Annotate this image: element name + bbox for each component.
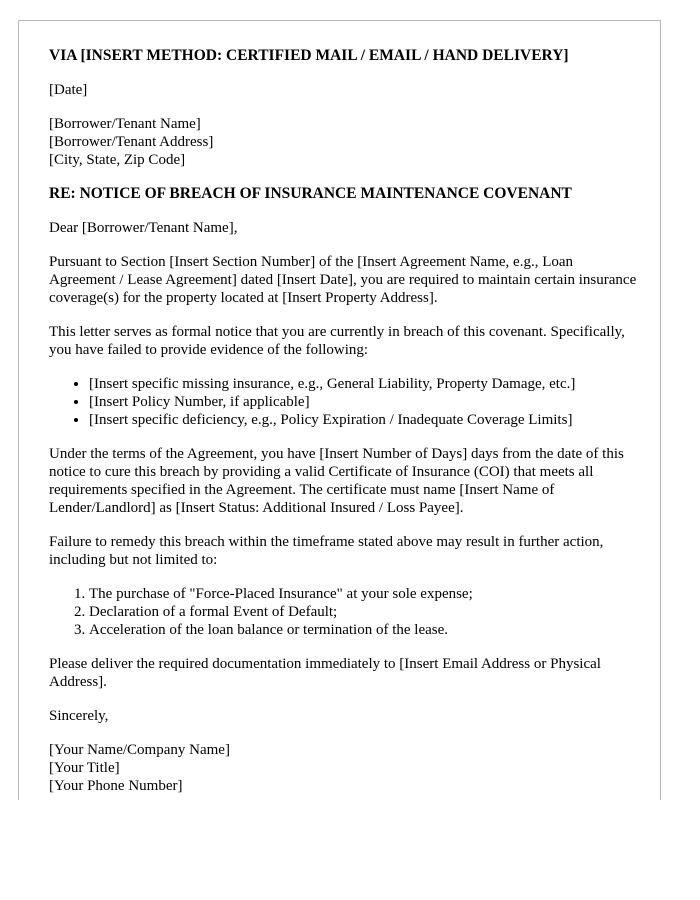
signer-title: [Your Title] [49,760,120,776]
letter-body [49,47,639,811]
list-item: 3. Acceleration of the loan balance or termination of the lease. [89,621,639,639]
paragraph-cure-period: Under the terms of the Agreement, you have [Insert Number of Days] days from the date of this notice to cure this breach by providing a valid Certificate of Insurance (COI) that meets all requirements specified in the Agreement. The certificate must name [Insert Name of Lender/Landlord] as [Insert Status: Additional Insured / Loss Payee]. [49,446,624,516]
letter-date: [Date] [49,82,88,98]
consequences-list [49,585,639,639]
paragraph-consequences-intro: Failure to remedy this breach within the timeframe stated above may result in further action, including but not limited to: [49,534,604,568]
signer-name: [Your Name/Company Name] [49,742,230,758]
recipient-city-state-zip: [City, State, Zip Code] [49,152,186,168]
letter-page [18,20,661,800]
recipient-street-address: [Borrower/Tenant Address] [49,134,214,150]
paragraph-section-reference: Pursuant to Section [Insert Section Number] of the [Insert Agreement Name, e.g., Loan Agreement / Lease Agreement] dated [Insert Date], you are required to maintain certain insurance coverage(s) for the property located at [Insert Property Address]. [49,254,637,306]
list-item: 2. Declaration of a formal Event of Default; [89,603,639,621]
paragraph-delivery-instructions: Please deliver the required documentation immediately to [Insert Email Address or Physical Address]. [49,656,601,690]
signer-phone: [Your Phone Number] [49,778,183,794]
list-item: • [Insert Policy Number, if applicable] [89,393,639,411]
salutation: Dear [Borrower/Tenant Name], [49,220,238,236]
recipient-address-block [49,115,639,169]
list-item: • [Insert specific deficiency, e.g., Policy Expiration / Inadequate Coverage Limits] [89,411,639,429]
signature-block [49,741,639,795]
closing: Sincerely, [49,708,109,724]
deficiency-list [49,375,639,429]
paragraph-breach-notice: This letter serves as formal notice that you are currently in breach of this covenant. Specifically, you have failed to provide evidence of the following: [49,324,625,358]
subject-line: RE: NOTICE OF BREACH OF INSURANCE MAINTENANCE COVENANT [49,185,572,202]
delivery-method-heading: VIA [INSERT METHOD: CERTIFIED MAIL / EMAIL / HAND DELIVERY] [49,47,569,64]
list-item: 1. The purchase of "Force-Placed Insurance" at your sole expense; [89,585,639,603]
list-item: • [Insert specific missing insurance, e.g., General Liability, Property Damage, etc.] [89,375,639,393]
recipient-name: [Borrower/Tenant Name] [49,116,201,132]
